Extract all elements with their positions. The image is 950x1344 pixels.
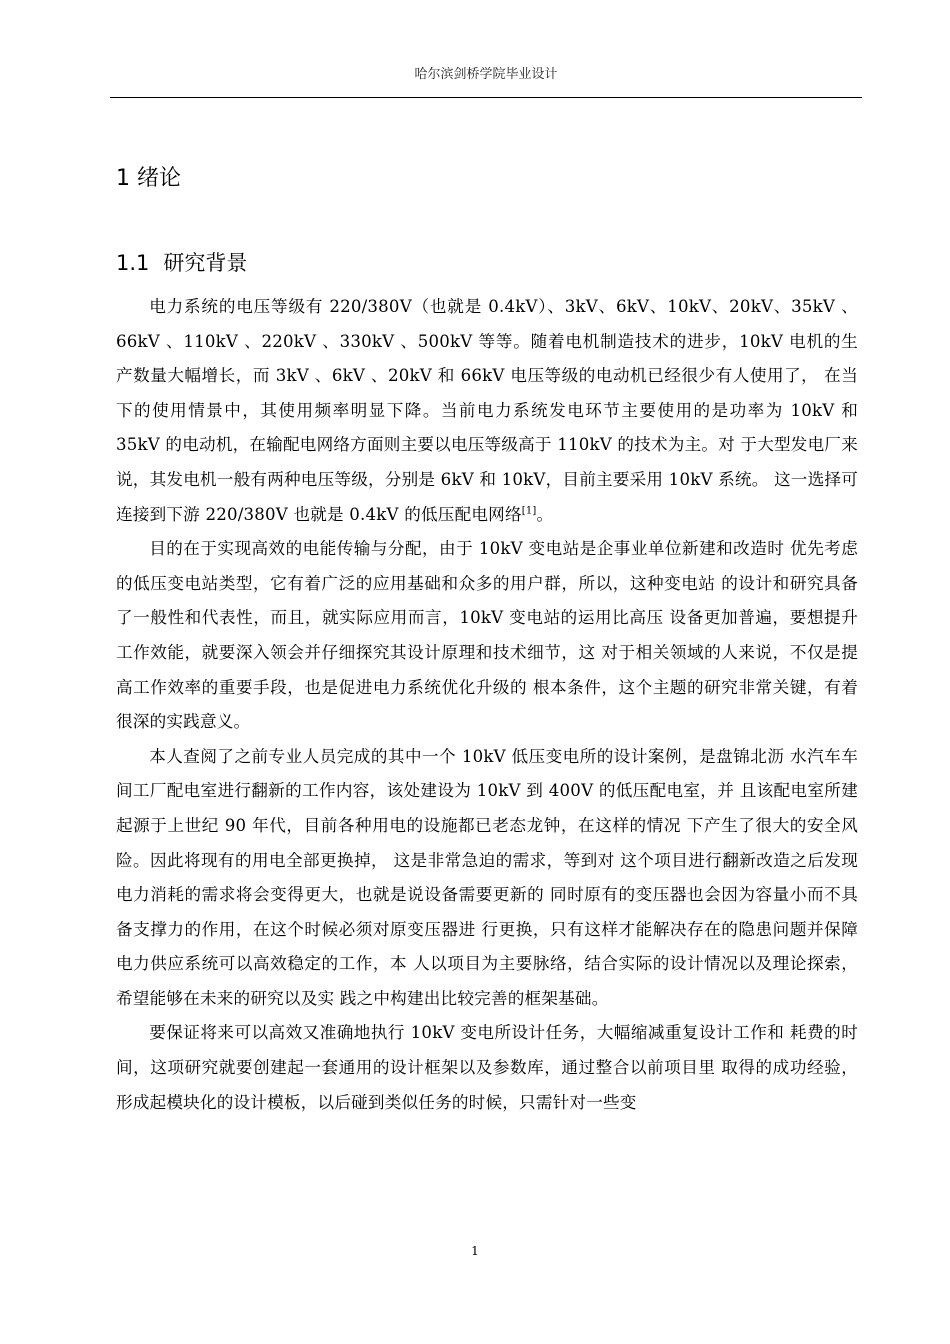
page-number: 1 bbox=[471, 1244, 479, 1258]
running-header: 哈尔滨剑桥学院毕业设计 bbox=[414, 67, 558, 82]
paragraph-1-end: 。 bbox=[536, 504, 554, 524]
paragraph-3: 本人查阅了之前专业人员完成的其中一个 10kV 低压变电所的设计案例，是盘锦北沥 水汽车车间工厂配电室进行翻新的工作内容，该处建设为 10kV 到 400V 的低压配电室，并 且该配电室所建起源于上世纪 90 年代，目前各种用电的设施都已老态龙钟，在这样的情况 下产生了很大的安全风险。因此将现有的用电全部更换掉， 这是非常急迫的需求，等到对 这个项目进行翻新改造之后发现电力消耗的需求将会变得更大，也就是说设备需要更新的 同时原有的变压器也会因为容量小而不具备支撑力的作用，在这个时候必须对原变压器进 行更换，只有这样才能解决存在的隐患问题并保障电力供应系统可以高效稳定的工作，本 人以项目为主要脉络，结合实际的设计情况以及理论探索，希望能够在未来的研究以及实 践之中构建出比较完善的框架基础。 bbox=[116, 746, 858, 1008]
paragraph-1-text: 电力系统的电压等级有 220/380V（也就是 0.4kV）、3kV、6kV、10kV、20kV、35kV 、 66kV 、110kV 、220kV 、330kV 、500kV 等等。随着电机制造技术的进步，10kV 电机的生 产数量大幅增长，而 3kV 、6kV 、20kV 和 66kV 电压等级的电动机已经很少有人使用了， 在当下的使用情景中，其使用频率明显下降。当前电力系统发电环节主要使用的是功率为 10kV 和 35kV 的电动机，在输配电网络方面则主要以电压等级高于 110kV 的技术为主。对 于大型发电厂来说，其发电机一般有两种电压等级，分别是 6kV 和 10kV，目前主要采用 10kV 系统。 这一选择可连接到下游 220/380V 也就是 0.4kV 的低压配电网络 bbox=[116, 297, 858, 524]
body-text bbox=[116, 290, 858, 1120]
section-number: 1.1 bbox=[116, 251, 150, 275]
citation-marker: [1] bbox=[521, 505, 537, 517]
paragraph-4: 要保证将来可以高效又准确地执行 10kV 变电所设计任务，大幅缩减重复设计工作和 耗费的时间，这项研究就要创建起一套通用的设计框架以及参数库，通过整合以前项目里 取得的成功经验，形成起模块化的设计模板，以后碰到类似任务的时候，只需针对一些变 bbox=[116, 1023, 858, 1112]
section-title bbox=[116, 248, 261, 278]
chapter-title: 1 绪论 bbox=[116, 166, 181, 191]
paragraph-2: 目的在于实现高效的电能传输与分配，由于 10kV 变电站是企事业单位新建和改造时 优先考虑的低压变电站类型，它有着广泛的应用基础和众多的用户群，所以，这种变电站 的设计和研究具备了一般性和代表性，而且，就实际应用而言，10kV 变电站的运用比高压 设备更加普遍，要想提升工作效能，就要深入领会并仔细探究其设计原理和技术细节，这 对于相关领域的人来说，不仅是提高工作效率的重要手段，也是促进电力系统优化升级的 根本条件，这个主题的研究非常关键，有着很深的实践意义。 bbox=[116, 539, 858, 732]
paragraph-1 bbox=[116, 290, 858, 532]
header-divider bbox=[110, 97, 862, 98]
section-title-text: 研究背景 bbox=[163, 251, 248, 275]
